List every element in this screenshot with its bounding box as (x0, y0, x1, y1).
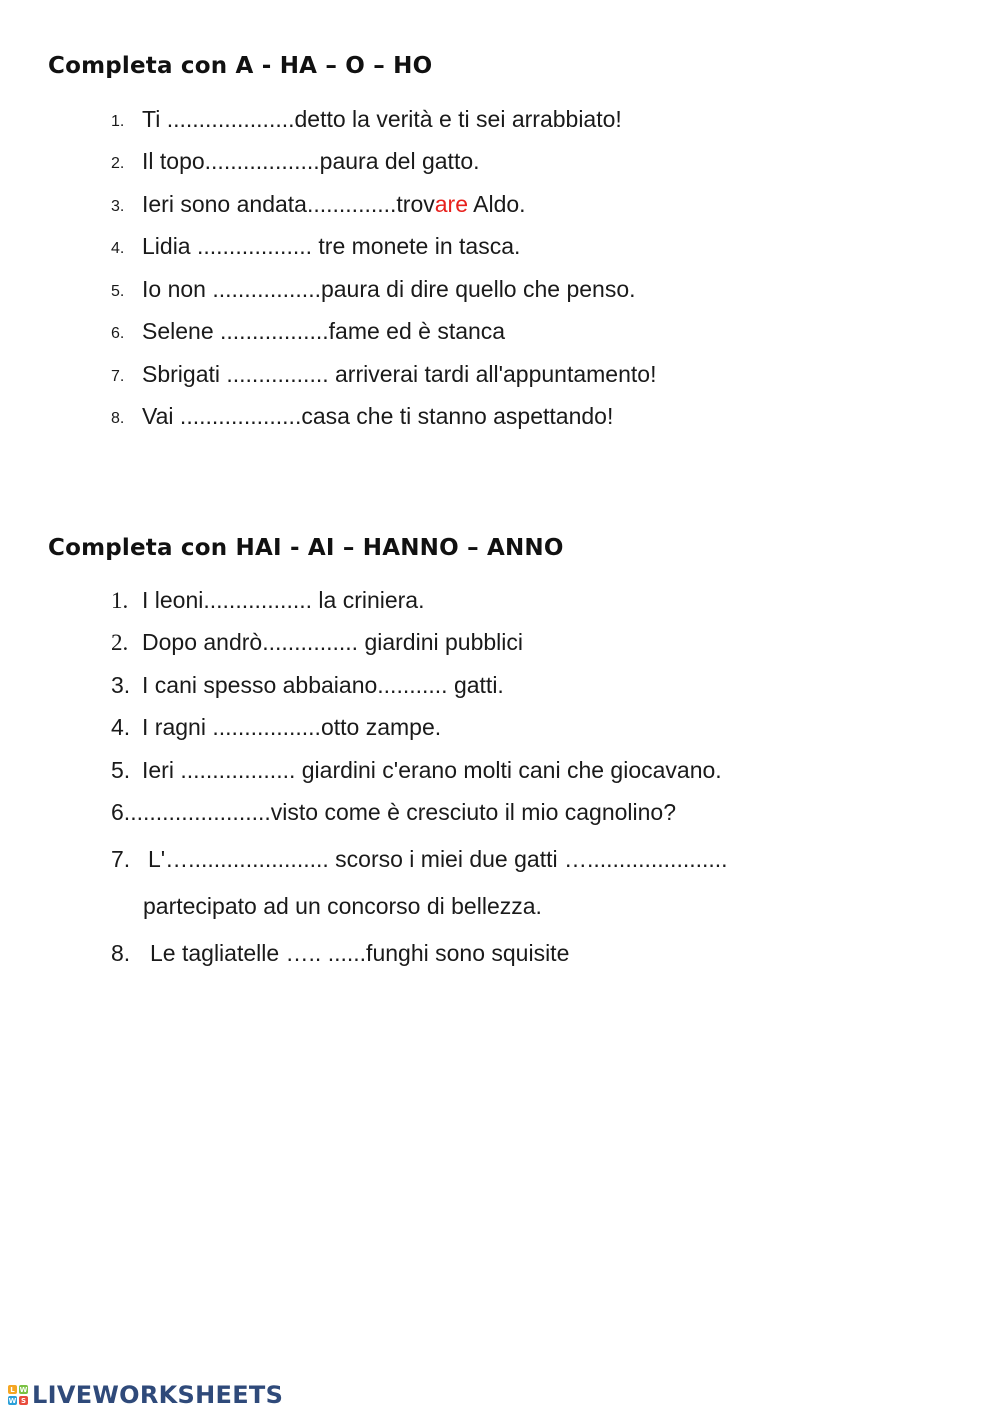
exercise1-item-2 (111, 148, 480, 175)
logo-cell: L (8, 1385, 17, 1394)
item-number: 6. (111, 325, 125, 342)
item-number: 3. (111, 672, 131, 698)
section2-title: Completa con HAI - AI – HANNO – ANNO (48, 535, 564, 561)
exercise1-item-8 (111, 403, 613, 430)
logo-icon (8, 1385, 28, 1405)
exercise1-item-1 (111, 106, 622, 133)
item-text: Ieri .................. giardini c'erano molti cani che giocavano. (142, 757, 722, 783)
exercise2-item-3 (111, 672, 504, 699)
exercise1-item-4 (111, 233, 520, 260)
logo-text: LIVEWORKSHEETS (32, 1381, 284, 1409)
item-number: 6. (111, 799, 131, 825)
logo-cell: W (19, 1385, 28, 1394)
item-text: Sbrigati ................ arriverai tardi all'appuntamento! (142, 361, 657, 387)
exercise1-item-5 (111, 276, 636, 303)
item-text: Ieri sono andata..............trov (142, 191, 435, 217)
item-text: L'…...................... scorso i miei due gatti …...................... (148, 846, 728, 872)
logo-cell: W (8, 1396, 17, 1405)
item-number: 4. (111, 240, 125, 257)
item-number: 5. (111, 757, 131, 783)
item-number: 8. (111, 410, 125, 427)
liveworksheets-logo (8, 1381, 283, 1409)
item-text: I leoni................. la criniera. (142, 587, 425, 613)
section1-title: Completa con A - HA – O – HO (48, 53, 433, 79)
item-text: Le tagliatelle ….. ......funghi sono squisite (150, 940, 570, 966)
highlighted-suffix: are (434, 191, 469, 217)
item-number: 2. (111, 630, 129, 655)
item-text: Dopo andrò............... giardini pubblici (142, 629, 523, 655)
item-text: Lidia .................. tre monete in tasca. (142, 233, 521, 259)
exercise2-item-1 (111, 587, 425, 614)
logo-cell: S (20, 1396, 27, 1405)
item-text: Vai ...................casa che ti stanno aspettando! (142, 403, 614, 429)
item-number: 5. (111, 283, 125, 300)
item-number: 2. (111, 155, 125, 172)
exercise2-item-7 (111, 846, 728, 873)
exercise2-item-5 (111, 757, 722, 784)
item-text: Selene .................fame ed è stanca (142, 318, 506, 344)
exercise2-item-7-continuation: partecipato ad un concorso di bellezza. (143, 893, 542, 919)
exercise1-item-3 (111, 191, 526, 218)
item-number: 4. (111, 714, 131, 740)
exercise2-item-2 (111, 629, 523, 656)
exercise2-item-8 (111, 940, 569, 967)
item-text: Ti ....................detto la verità e ti sei arrabbiato! (142, 106, 622, 132)
item-number: 1. (111, 588, 129, 613)
exercise1-item-6 (111, 318, 505, 345)
item-number: 7. (111, 846, 131, 872)
item-number: 8. (111, 940, 131, 966)
item-text: Io non .................paura di dire quello che penso. (142, 276, 636, 302)
item-text: I cani spesso abbaiano........... gatti. (142, 672, 504, 698)
item-text: Il topo..................paura del gatto. (142, 148, 480, 174)
item-text: I ragni .................otto zampe. (142, 714, 442, 740)
item-number: 3. (111, 198, 125, 215)
exercise2-item-6 (111, 799, 676, 826)
item-number: 1. (111, 113, 125, 130)
item-text-end: Aldo. (468, 191, 526, 217)
exercise1-item-7 (111, 361, 656, 388)
item-number: 7. (111, 368, 125, 385)
item-text: ......................visto come è cresciuto il mio cagnolino? (130, 799, 677, 825)
exercise2-item-4 (111, 714, 441, 741)
